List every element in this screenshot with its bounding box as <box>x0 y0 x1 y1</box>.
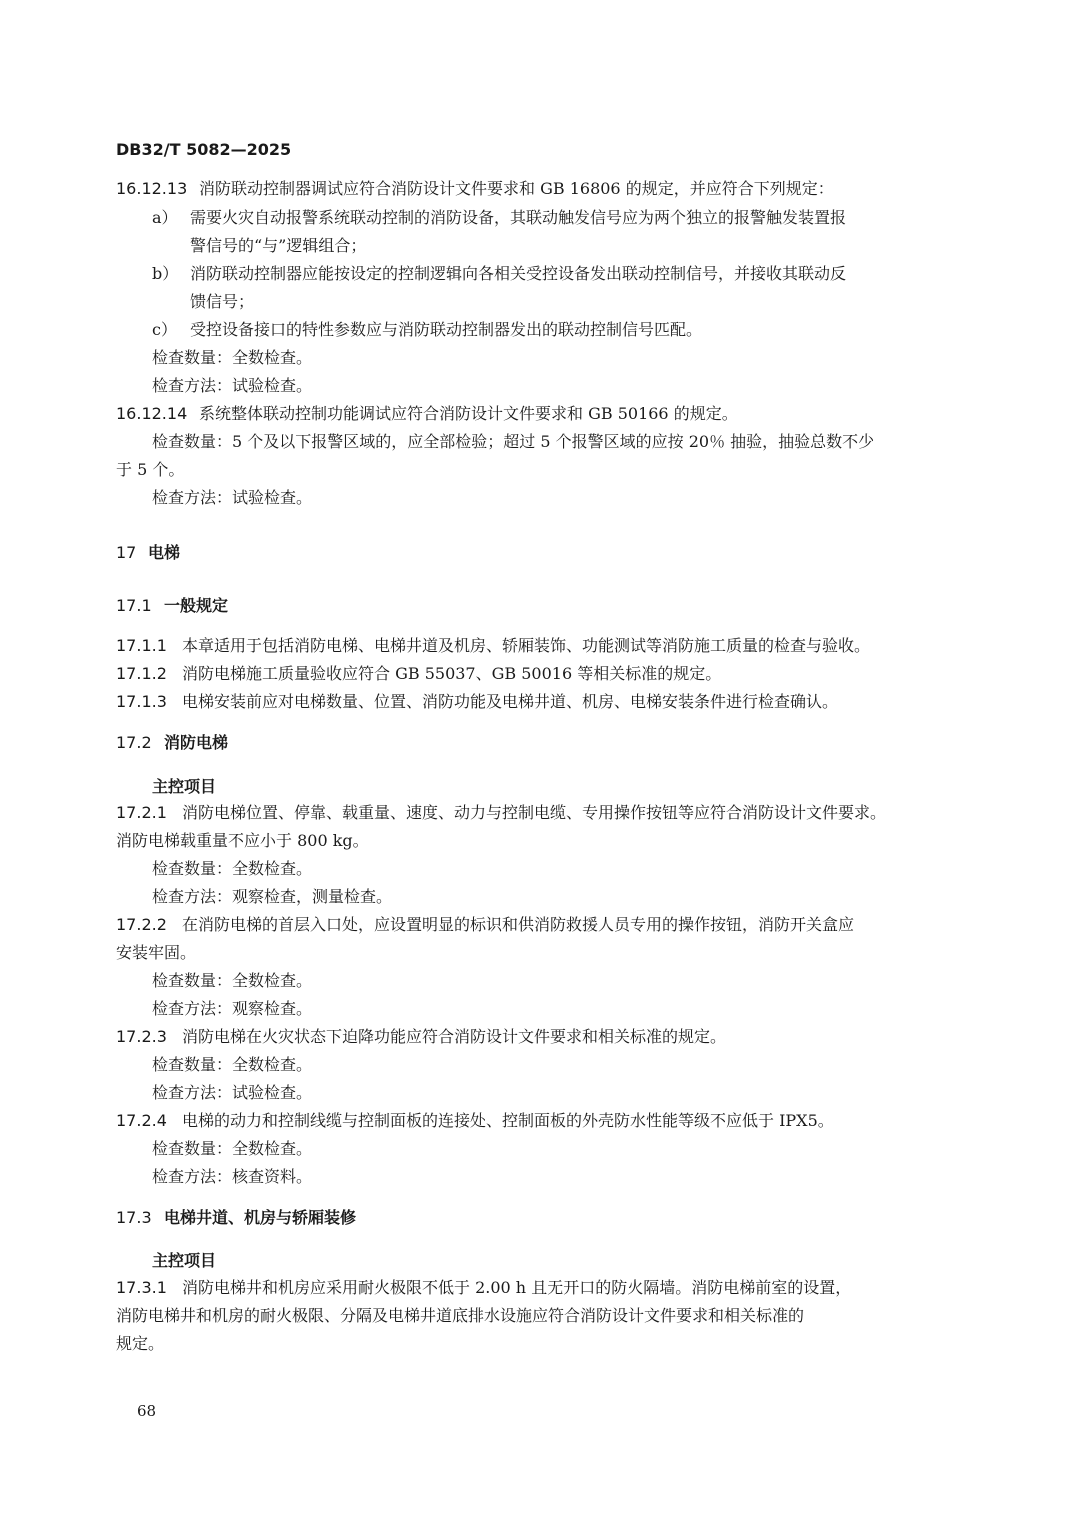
check-method: 检查方法：核查资料。 <box>152 1167 313 1186</box>
clause-number: 17.2.2 <box>116 915 167 934</box>
clause-17-1-2 <box>116 662 721 686</box>
clause-17-3-1-cont2: 规定。 <box>116 1334 165 1353</box>
clause-17-2-2-cont: 安装牢固。 <box>116 943 197 962</box>
clause-17-2-3 <box>116 1025 726 1049</box>
clause-text: 电梯的动力和控制线缆与控制面板的连接处、控制面板的外壳防水性能等级不应低于 IPX5。 <box>182 1111 834 1130</box>
check-method: 检查方法：观察检查。 <box>152 999 313 1018</box>
section-title: 一般规定 <box>164 596 229 615</box>
section-number: 17.1 <box>116 596 152 615</box>
check-quantity: 检查数量：全数检查。 <box>152 971 313 990</box>
clause-text: 消防电梯井和机房应采用耐火极限不低于 2.00 h 且无开口的防火隔墙。消防电梯前室的设置， <box>182 1278 852 1297</box>
check-method: 检查方法：试验检查。 <box>152 488 313 507</box>
check-method: 检查方法：试验检查。 <box>152 1083 313 1102</box>
clause-text: 在消防电梯的首层入口处，应设置明显的标识和供消防救援人员专用的操作按钮，消防开关盒应 <box>182 915 855 934</box>
clause-16-12-13 <box>116 177 834 201</box>
chapter-title: 电梯 <box>148 543 181 562</box>
clause-text: 消防电梯施工质量验收应符合 GB 55037、GB 50016 等相关标准的规定。 <box>182 664 722 683</box>
clause-number: 17.1.3 <box>116 692 167 711</box>
clause-text: 消防电梯在火灾状态下迫降功能应符合消防设计文件要求和相关标准的规定。 <box>182 1027 727 1046</box>
list-item-b <box>152 262 846 286</box>
check-quantity: 检查数量：全数检查。 <box>152 348 313 367</box>
clause-text: 本章适用于包括消防电梯、电梯井道及机房、轿厢装饰、功能测试等消防施工质量的检查与验收。 <box>182 636 871 655</box>
clause-number: 16.12.14 <box>116 404 188 423</box>
section-number: 17.3 <box>116 1208 152 1227</box>
section-17-2-heading <box>116 731 228 755</box>
check-method: 检查方法：试验检查。 <box>152 376 313 395</box>
clause-17-3-1-cont: 消防电梯井和机房的耐火极限、分隔及电梯井道底排水设施应符合消防设计文件要求和相关标准的 <box>116 1306 805 1325</box>
main-control-items-heading: 主控项目 <box>152 1251 217 1270</box>
clause-17-2-1 <box>116 801 886 825</box>
page-number: 68 <box>137 1402 157 1420</box>
clause-text: 系统整体联动控制功能调试应符合消防设计文件要求和 GB 50166 的规定。 <box>199 404 738 423</box>
clause-number: 17.1.1 <box>116 636 167 655</box>
clause-number: 17.1.2 <box>116 664 167 683</box>
clause-17-2-2 <box>116 913 854 937</box>
section-title: 消防电梯 <box>164 733 229 752</box>
section-number: 17.2 <box>116 733 152 752</box>
check-quantity: 检查数量：全数检查。 <box>152 1139 313 1158</box>
list-label: c） <box>152 320 177 339</box>
clause-number: 17.2.3 <box>116 1027 167 1046</box>
clause-17-2-4 <box>116 1109 834 1133</box>
list-item-c <box>152 318 702 342</box>
list-text: 需要火灾自动报警系统联动控制的消防设备，其联动触发信号应为两个独立的报警触发装置报 <box>190 208 847 227</box>
clause-text: 消防电梯位置、停靠、载重量、速度、动力与控制电缆、专用操作按钮等应符合消防设计文件要求。 <box>182 803 887 822</box>
clause-17-3-1 <box>116 1276 851 1300</box>
list-item-a <box>152 206 846 230</box>
clause-number: 17.3.1 <box>116 1278 167 1297</box>
list-label: a） <box>152 208 178 227</box>
check-quantity: 检查数量：5 个及以下报警区域的，应全部检验；超过 5 个报警区域的应按 20％ 抽验，抽验总数不少 <box>152 432 875 451</box>
check-quantity-cont: 于 5 个。 <box>116 460 185 479</box>
list-item-a-cont: 警信号的“与”逻辑组合； <box>190 236 367 255</box>
check-quantity: 检查数量：全数检查。 <box>152 859 313 878</box>
list-item-b-cont: 馈信号； <box>190 292 255 311</box>
doc-code-header: DB32/T 5082—2025 <box>116 140 292 159</box>
list-text: 消防联动控制器应能按设定的控制逻辑向各相关受控设备发出联动控制信号，并接收其联动反 <box>190 264 847 283</box>
main-control-items-heading: 主控项目 <box>152 777 217 796</box>
list-label: b） <box>152 264 179 283</box>
list-text: 受控设备接口的特性参数应与消防联动控制器发出的联动控制信号匹配。 <box>190 320 703 339</box>
clause-number: 16.12.13 <box>116 179 188 198</box>
clause-text: 电梯安装前应对电梯数量、位置、消防功能及电梯井道、机房、电梯安装条件进行检查确认。 <box>182 692 839 711</box>
section-17-1-heading <box>116 594 228 618</box>
clause-16-12-14 <box>116 402 738 426</box>
check-quantity: 检查数量：全数检查。 <box>152 1055 313 1074</box>
chapter-number: 17 <box>116 543 137 562</box>
clause-number: 17.2.1 <box>116 803 167 822</box>
section-17-3-heading <box>116 1206 356 1230</box>
check-method: 检查方法：观察检查，测量检查。 <box>152 887 393 906</box>
clause-17-1-1 <box>116 634 870 658</box>
chapter-17-heading <box>116 541 180 565</box>
clause-17-1-3 <box>116 690 838 714</box>
clause-number: 17.2.4 <box>116 1111 167 1130</box>
clause-text: 消防联动控制器调试应符合消防设计文件要求和 GB 16806 的规定，并应符合下列规定： <box>199 179 834 198</box>
clause-17-2-1-cont: 消防电梯载重量不应小于 800 kg。 <box>116 831 369 850</box>
section-title: 电梯井道、机房与轿厢装修 <box>164 1208 357 1227</box>
